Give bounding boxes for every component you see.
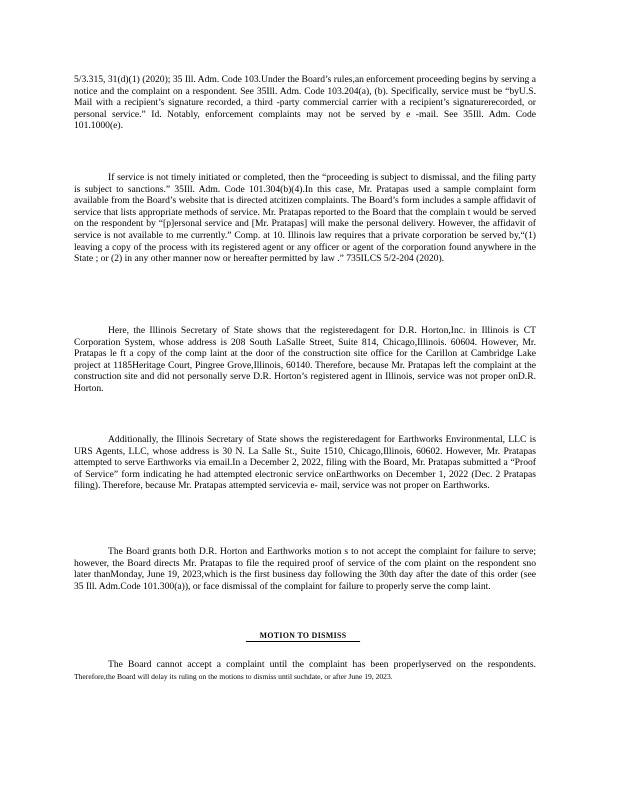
paragraph-earthworks-agent: Additionally, the Illinois Secretary of State shows the registeredagent for Earthworks Environmental, LLC is URS Agents, LLC, whose address is 30 N. La Salle St., Suite 1510, Chicago,Illinois, 60602. However, Mr. Pratapas attempted to serve Earthworks via email.In a December 2, 2022, filing with the Board, Mr. Pratapas submitted a “Proof of Service” form indicating he had attempted electronic service onEarthworks on December 1, 2022 (Dec. 2 Pratapas filing). Therefore, because Mr. Pratapas attempted servicevia e- mail, service was not proper on Earthworks. [74,434,536,492]
section-heading-motion-to-dismiss: MOTION TO DISMISS [246,630,360,642]
paragraph-service-rules: 5/3.315, 31(d)(1) (2020); 35 Ill. Adm. Code 103.Under the Board’s rules,an enforcement proceeding begins by serving a notice and the complaint on a respondent. See 35Ill. Adm. Code 103.204(a), (b). Specifically, service must be “byU.S. Mail with a recipient’s signature recorded, a third -party commercial carrier with a recipient’s signaturerecorded, or personal service.” Id. Notably, enforcement complaints may not be served by e -mail. See 35Ill. Adm. Code 101.1000(e). [74,74,536,132]
paragraph-board-grants: The Board grants both D.R. Horton and Earthworks motion s to not accept the complaint for failure to serve; however, the Board directs Mr. Pratapas to file the required proof of service of the com plaint on the respondent sno later thanMonday, June 19, 2023,which is the first business day following the 30th day after the date of this order (see 35 Ill. Adm.Code 101.300(a)), or face dismissal of the complaint for failure to properly serve the comp laint. [74,546,536,592]
final-paragraph-tail: Therefore,the Board will delay its ruling on the motions to dismiss until suchdate, or after June 19, 2023. [74,671,393,681]
final-paragraph-main: The Board cannot accept a complaint until the complaint has been properlyserved on the respondents. [108,659,536,670]
paragraph-service-not-timely: If service is not timely initiated or completed, then the “proceeding is subject to dismissal, and the filing party is subject to sanctions.” 35Ill. Adm. Code 101.304(b)(4).In this case, Mr. Pratapas used a sample complaint form available from the Board’s website that is directed atcitizen complaints. The Board’s form includes a sample affidavit of service that lists appropriate methods of service. Mr. Pratapas reported to the Board that the complain t would be served on the respondent by “[p]ersonal service and [Mr. Pratapas] will make the personal delivery. However, the affidavit of service is not available to me currently.” Comp. at 10. Illinois law requires that a private corporation be served by,“(1) leaving a copy of the process with its registered agent or any officer or agent of the corporation found anywhere in the State ; or (2) in any other manner now or hereafter permitted by law .” 735ILCS 5/2-204 (2020). [74,172,536,265]
paragraph-board-cannot-accept [74,659,536,682]
paragraph-dr-horton-agent: Here, the Illinois Secretary of State shows that the registeredagent for D.R. Horton,Inc. in Illinois is CT Corporation System, whose address is 208 South LaSalle Street, Suite 814, Chicago,Illinois. 60604. However, Mr. Pratapas le ft a copy of the comp laint at the door of the construction site office for the Carillon at Cambridge Lake project at 1185Heritage Court, Pingree Grove,Illinois, 60140. Therefore, because Mr. Pratapas left the complaint at the construction site and did not personally serve D.R. Horton’s registered agent in Illinois, service was not proper onD.R. Horton. [74,325,536,394]
